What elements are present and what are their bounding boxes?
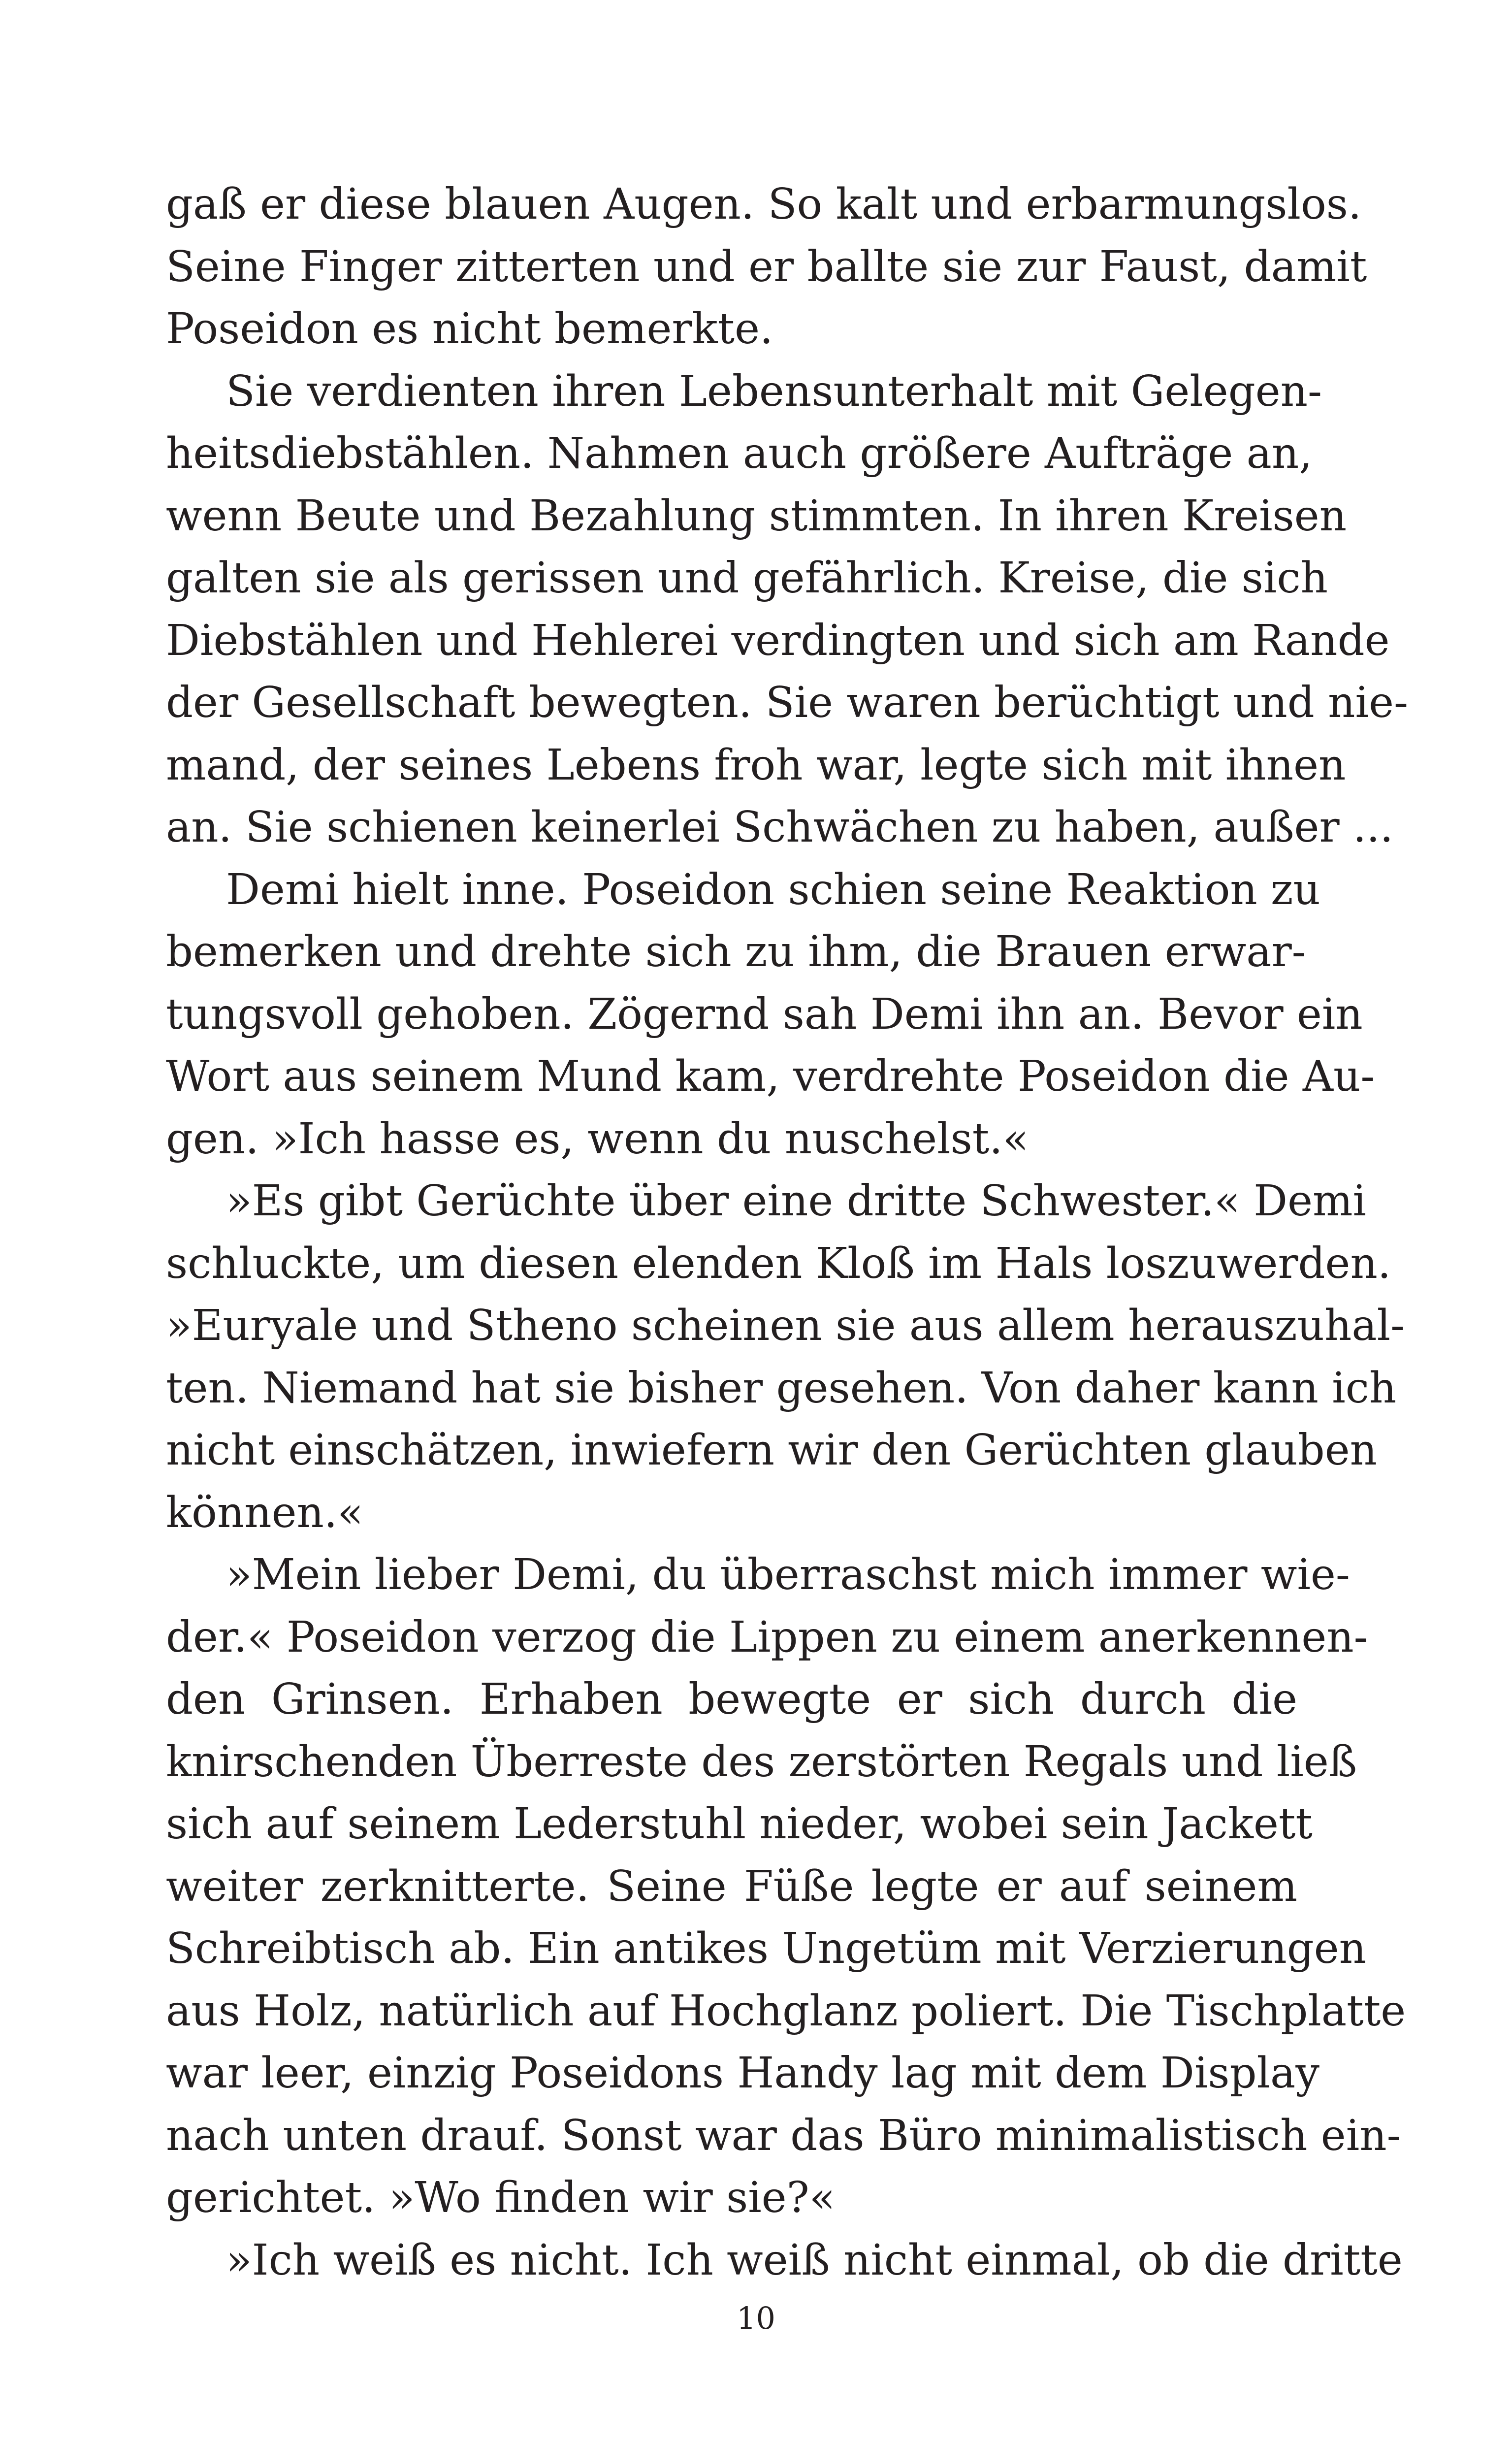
text-line: Wort aus seinem Mund kam, verdrehte Poseidon die Au- bbox=[166, 1052, 1375, 1101]
text-line: Demi hielt inne. Poseidon schien seine Reaktion zu bbox=[226, 865, 1320, 914]
body-text bbox=[166, 173, 1409, 2291]
paragraph bbox=[166, 1170, 1405, 1544]
text-line: weiter zerknitterte. Seine Füße legte er auf seinem bbox=[166, 1861, 1297, 1911]
text-line: nicht einschätzen, inwiefern wir den Gerüchten glauben bbox=[166, 1426, 1377, 1475]
page-number: 10 bbox=[737, 2300, 775, 2336]
text-line: gaß er diese blauen Augen. So kalt und erbarmungslos. bbox=[166, 180, 1362, 229]
text-line: den Grinsen. Erhaben bewegte er sich durch die bbox=[166, 1675, 1297, 1724]
text-line: wenn Beute und Bezahlung stimmten. In ihren Kreisen bbox=[166, 491, 1347, 541]
text-line: ten. Niemand hat sie bisher gesehen. Von daher kann ich bbox=[166, 1363, 1397, 1413]
text-line: sich auf seinem Lederstuhl nieder, wobei sein Jackett bbox=[166, 1799, 1313, 1849]
text-line: heitsdiebstählen. Nahmen auch größere Aufträge an, bbox=[166, 429, 1313, 478]
text-line: galten sie als gerissen und gefährlich. Kreise, die sich bbox=[166, 554, 1328, 603]
paragraph bbox=[166, 360, 1409, 859]
text-line: »Euryale und Stheno scheinen sie aus allem herauszuhal- bbox=[166, 1301, 1405, 1350]
paragraph bbox=[166, 173, 1367, 360]
text-line: Diebstählen und Hehlerei verdingten und sich am Rande bbox=[166, 616, 1390, 665]
paragraph bbox=[166, 2229, 1403, 2292]
text-line: an. Sie schienen keinerlei Schwächen zu haben, außer ... bbox=[166, 803, 1393, 852]
text-line: können.« bbox=[166, 1488, 363, 1537]
text-line: gen. »Ich hasse es, wenn du nuschelst.« bbox=[166, 1114, 1029, 1164]
paragraph bbox=[166, 859, 1375, 1171]
text-line: Seine Finger zitterten und er ballte sie zur Faust, damit bbox=[166, 242, 1367, 292]
text-line: war leer, einzig Poseidons Handy lag mit dem Display bbox=[166, 2049, 1319, 2098]
text-line: mand, der seines Lebens froh war, legte sich mit ihnen bbox=[166, 740, 1346, 790]
text-line: bemerken und drehte sich zu ihm, die Brauen erwar- bbox=[166, 927, 1306, 977]
text-line: knirschenden Überreste des zerstörten Regals und ließ bbox=[166, 1737, 1357, 1787]
text-line: Schreibtisch ab. Ein antikes Ungetüm mit Verzierungen bbox=[166, 1924, 1367, 1973]
text-line: Sie verdienten ihren Lebensunterhalt mit Gelegen- bbox=[226, 366, 1322, 416]
text-line: der.« Poseidon verzog die Lippen zu einem anerkennen- bbox=[166, 1612, 1368, 1662]
text-line: »Ich weiß es nicht. Ich weiß nicht einmal, ob die dritte bbox=[226, 2235, 1403, 2285]
text-line: aus Holz, natürlich auf Hochglanz poliert. Die Tischplatte bbox=[166, 1986, 1406, 2036]
text-line: gerichtet. »Wo finden wir sie?« bbox=[166, 2173, 836, 2222]
text-line: schluckte, um diesen elenden Kloß im Hals loszuwerden. bbox=[166, 1238, 1391, 1288]
text-line: »Mein lieber Demi, du überraschst mich immer wie- bbox=[226, 1550, 1350, 1599]
text-line: »Es gibt Gerüchte über eine dritte Schwester.« Demi bbox=[226, 1176, 1367, 1226]
paragraph bbox=[166, 1544, 1406, 2229]
text-line: der Gesellschaft bewegten. Sie waren berüchtigt und nie- bbox=[166, 678, 1409, 727]
text-line: nach unten drauf. Sonst war das Büro minimalistisch ein- bbox=[166, 2111, 1401, 2160]
text-line: tungsvoll gehoben. Zögernd sah Demi ihn an. Bevor ein bbox=[166, 989, 1363, 1039]
text-line: Poseidon es nicht bemerkte. bbox=[166, 304, 773, 354]
